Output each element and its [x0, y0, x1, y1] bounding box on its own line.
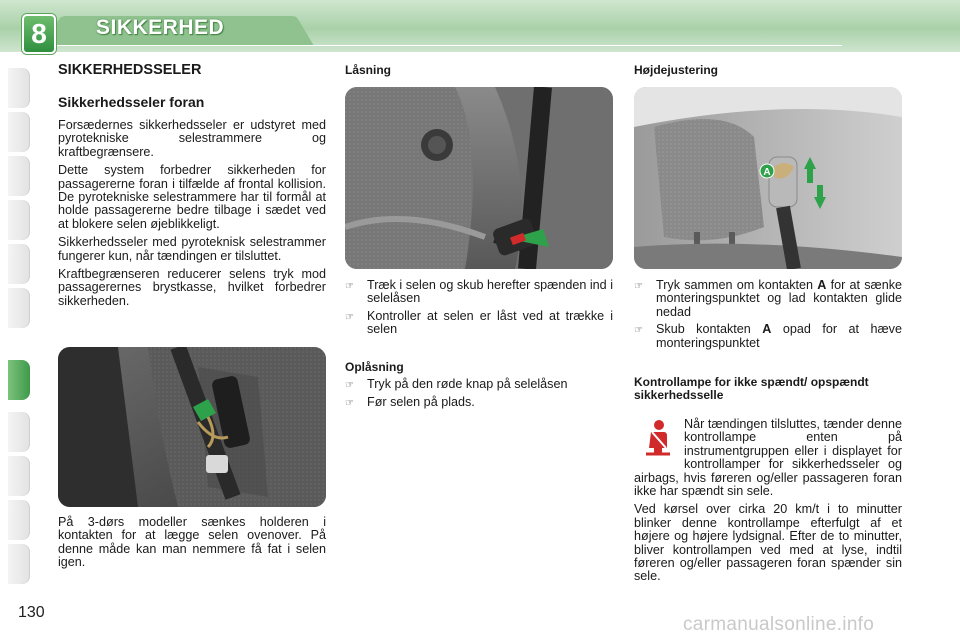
unlocking-step-2: Før selen på plads. [367, 395, 475, 410]
side-tab-1[interactable] [8, 68, 30, 108]
icon-float-spacer [634, 418, 684, 470]
pointing-hand-icon: ☞ [345, 311, 354, 323]
page-number: 130 [18, 604, 45, 621]
paragraph: Sikkerhedsseler med pyroteknisk selestrammer fungerer kun, når tændingen er tilsluttet. [58, 235, 326, 263]
paragraph: Forsædernes sikkerhedsseler er udstyret med pyrotekniske selestrammere og kraftbegrænsere. [58, 118, 326, 159]
pointing-hand-icon: ☞ [345, 281, 354, 292]
height-step-1: Tryk sammen om kontakten A for at sænke monteringspunktet og lad kontakten glide nedad [656, 278, 903, 319]
paragraph: Når tændingen tilsluttes, tænder denne kontrollampe enten på instrumentgruppen eller i displayet for kontrollamper for sikkerhedsseler og airbags, hvis føreren og/eller passageren foran ikke har spændt sin sele. [634, 417, 902, 499]
warning-lamp-title: Kontrollampe for ikke spændt/ opspændt sikkerhedsselle [634, 375, 869, 402]
locking-steps [345, 279, 613, 341]
list-item [634, 323, 902, 350]
side-tab-4[interactable] [8, 200, 30, 240]
side-tab-6[interactable] [8, 288, 30, 328]
callout-label-a: A [763, 167, 771, 178]
intro-text [58, 119, 326, 313]
side-tab-safety-active[interactable] [8, 360, 30, 400]
list-item [634, 279, 902, 319]
unlocking-step-1: Tryk på den røde knap på selelåsen [367, 377, 568, 391]
unlocking-title: Oplåsning [345, 360, 404, 374]
locking-title: Låsning [345, 63, 392, 77]
paragraph: Ved kørsel over cirka 20 km/t i to minutter blinker denne kontrollampe efterfulgt af et højere og højere lydsignal. Efter de to minutter, bliver kontrollampen ved med at lyse, indtil føreren og/eller passageren foran spænder sin sele. [634, 502, 902, 584]
paragraph: Dette system forbedrer sikkerheden for passagererne foran i tilfælde af frontal kollision. De pyrotekniske selestrammere har til formål at holde passagererne bedre tilbage i sædet ved at blokere selen øjeblikkeligt. [58, 163, 326, 231]
paragraph: Kraftbegrænseren reducerer selens tryk mod passagerernes brystkasse, hvilket forbedrer sikkerheden. [58, 267, 326, 308]
locking-step-1: Træk i selen og skub herefter spænden ind i selelåsen [367, 278, 613, 306]
warning-lamp-text [634, 418, 902, 584]
side-tab-10[interactable] [8, 500, 30, 540]
caption-3-door: På 3-dørs modeller sænkes holderen i kontakten for at lægge selen ovenover. På denne måde kan man nemmere få fat i selen igen. [58, 515, 326, 570]
locking-step-2: Kontroller at selen er låst ved at trække i selen [367, 308, 613, 337]
height-adjust-title: Højdejustering [634, 63, 719, 77]
section-title: SIKKERHEDSSELER [58, 62, 202, 78]
chapter-title: SIKKERHED [96, 16, 225, 39]
pointing-hand-icon: ☞ [634, 325, 643, 337]
side-tab-11[interactable] [8, 544, 30, 584]
subsection-title: Sikkerhedsseler foran [58, 94, 205, 110]
side-tab-9[interactable] [8, 456, 30, 496]
list-item [345, 396, 613, 410]
pointing-hand-icon: ☞ [634, 281, 643, 292]
list-item [345, 310, 613, 337]
height-adjust-steps [634, 279, 902, 354]
watermark: carmanualsonline.info [683, 614, 875, 635]
side-tab-5[interactable] [8, 244, 30, 284]
height-adjust-photo [634, 87, 902, 269]
seatbelt-lock-photo [345, 87, 613, 269]
buckle-holder-photo [58, 347, 326, 507]
unlocking-steps [345, 378, 613, 415]
pointing-hand-icon: ☞ [345, 380, 354, 391]
list-item [345, 378, 613, 392]
side-tab-2[interactable] [8, 112, 30, 152]
side-tab-8[interactable] [8, 412, 30, 452]
side-tab-3[interactable] [8, 156, 30, 196]
height-step-2: Skub kontakten A opad for at hæve monteringspunktet [656, 322, 902, 350]
list-item [345, 279, 613, 306]
chapter-number-badge: 8 [22, 14, 56, 54]
pointing-hand-icon: ☞ [345, 398, 354, 410]
